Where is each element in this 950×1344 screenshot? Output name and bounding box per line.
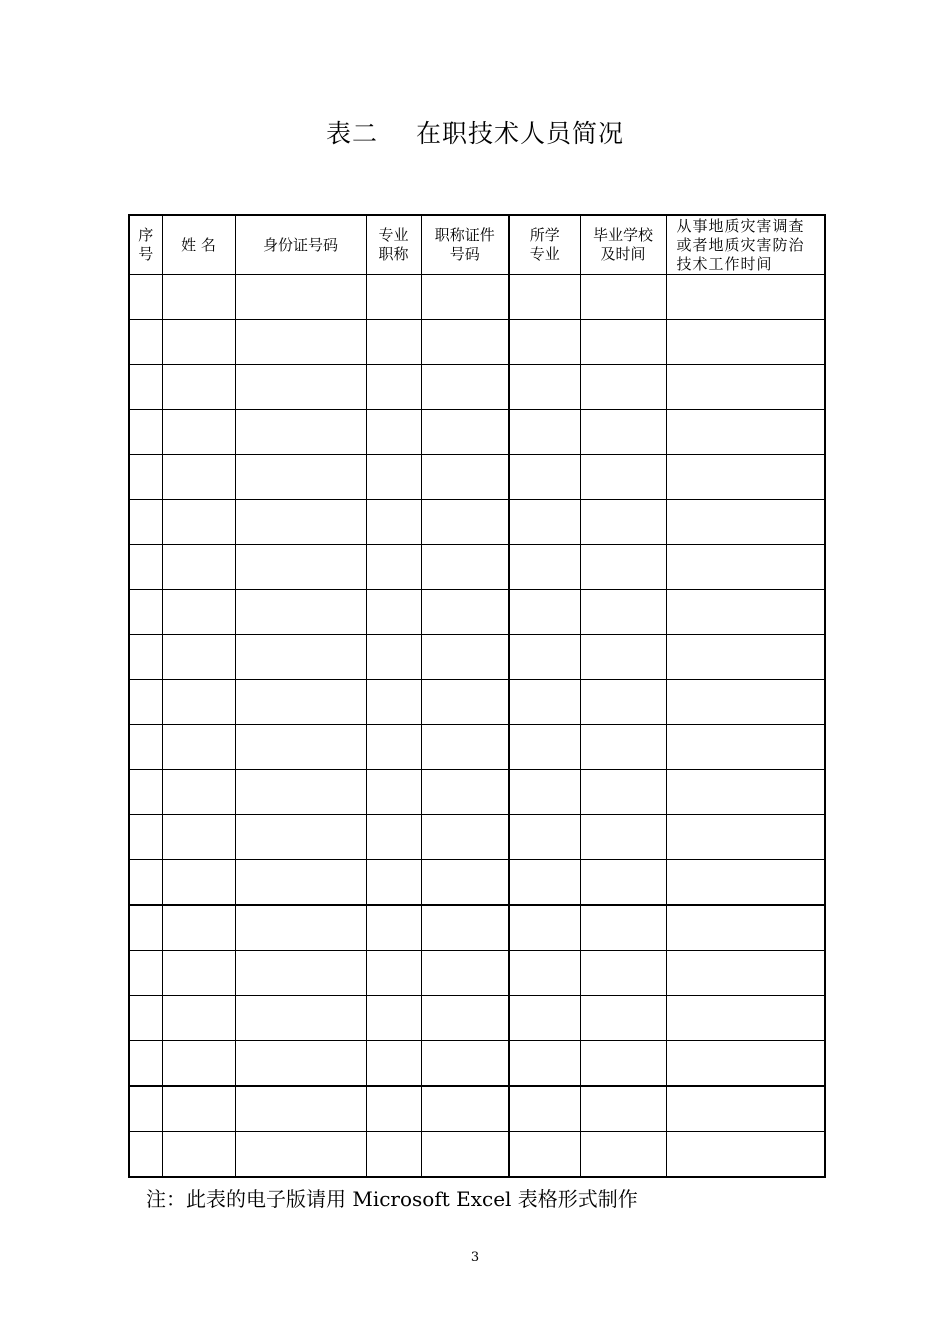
column-header-id (235, 215, 366, 275)
table-cell-title[interactable] (366, 545, 421, 590)
table-row (129, 1086, 825, 1132)
table-cell-name[interactable] (162, 815, 235, 860)
table-cell-title[interactable] (366, 996, 421, 1041)
table-cell-seq[interactable] (129, 410, 162, 455)
page-title (0, 114, 950, 154)
table-cell-name[interactable] (162, 996, 235, 1041)
table-cell-title[interactable] (366, 815, 421, 860)
table-cell-school[interactable] (580, 275, 666, 320)
header-line: 身份证号码 (262, 235, 338, 254)
table-cell-work[interactable] (666, 500, 825, 545)
header-line: 及时间 (600, 245, 646, 263)
table-cell-work[interactable] (666, 545, 825, 590)
table-cell-major[interactable] (509, 1041, 580, 1087)
table-cell-work[interactable] (666, 455, 825, 500)
column-header-seq (129, 215, 162, 275)
table-cell-major[interactable] (509, 365, 580, 410)
table-cell-major[interactable] (509, 320, 580, 365)
table-cell-cert[interactable] (421, 680, 509, 725)
table-cell-title[interactable] (366, 680, 421, 725)
table-cell-cert[interactable] (421, 275, 509, 320)
table-cell-work[interactable] (666, 725, 825, 770)
table-cell-title[interactable] (366, 1086, 421, 1132)
table-cell-seq[interactable] (129, 815, 162, 860)
table-cell-seq[interactable] (129, 545, 162, 590)
table-cell-name[interactable] (162, 1086, 235, 1132)
table-title: 在职技术人员简况 (416, 119, 625, 148)
table-row (129, 410, 825, 455)
table-row (129, 635, 825, 680)
table-cell-id[interactable] (235, 410, 366, 455)
table-cell-cert[interactable] (421, 410, 509, 455)
table-cell-cert[interactable] (421, 590, 509, 635)
table-cell-seq[interactable] (129, 725, 162, 770)
page-number: 3 (470, 1250, 480, 1265)
table-cell-name[interactable] (162, 500, 235, 545)
table-cell-school[interactable] (580, 1086, 666, 1132)
table-cell-name[interactable] (162, 860, 235, 906)
table-cell-major[interactable] (509, 635, 580, 680)
table-cell-title[interactable] (366, 725, 421, 770)
table-cell-work[interactable] (666, 815, 825, 860)
table-row (129, 996, 825, 1041)
header-line: 所学 (529, 226, 560, 244)
table-cell-title[interactable] (366, 1041, 421, 1087)
table-cell-work[interactable] (666, 770, 825, 815)
header-row (129, 215, 825, 275)
table-cell-id[interactable] (235, 860, 366, 906)
table-cell-cert[interactable] (421, 500, 509, 545)
table-cell-major[interactable] (509, 545, 580, 590)
table-cell-school[interactable] (580, 1041, 666, 1087)
table-body (129, 275, 825, 1178)
table-cell-id[interactable] (235, 590, 366, 635)
table-cell-major[interactable] (509, 455, 580, 500)
table-cell-school[interactable] (580, 725, 666, 770)
header-line: 或者地质灾害防治 (676, 235, 805, 254)
table-cell-school[interactable] (580, 455, 666, 500)
table-cell-cert[interactable] (421, 1086, 509, 1132)
table-cell-cert[interactable] (421, 951, 509, 996)
table-cell-title[interactable] (366, 770, 421, 815)
table-cell-work[interactable] (666, 905, 825, 951)
header-line: 从事地质灾害调查 (676, 216, 805, 235)
table-cell-cert[interactable] (421, 365, 509, 410)
table-cell-id[interactable] (235, 455, 366, 500)
table-cell-name[interactable] (162, 320, 235, 365)
column-header-school (580, 215, 666, 275)
table-cell-id[interactable] (235, 680, 366, 725)
table-cell-title[interactable] (366, 275, 421, 320)
table-cell-name[interactable] (162, 770, 235, 815)
table-cell-name[interactable] (162, 1041, 235, 1087)
table-cell-cert[interactable] (421, 635, 509, 680)
table-cell-work[interactable] (666, 996, 825, 1041)
table-cell-school[interactable] (580, 320, 666, 365)
table-cell-major[interactable] (509, 860, 580, 906)
header-line: 号码 (449, 245, 480, 263)
table-row (129, 860, 825, 906)
table-cell-title[interactable] (366, 905, 421, 951)
table-cell-title[interactable] (366, 410, 421, 455)
table-cell-name[interactable] (162, 545, 235, 590)
column-header-work (666, 215, 825, 275)
table-cell-id[interactable] (235, 545, 366, 590)
table-cell-school[interactable] (580, 905, 666, 951)
table-cell-name[interactable] (162, 410, 235, 455)
table-row (129, 725, 825, 770)
table-cell-title[interactable] (366, 590, 421, 635)
table-cell-name[interactable] (162, 725, 235, 770)
table-cell-id[interactable] (235, 275, 366, 320)
table-cell-name[interactable] (162, 275, 235, 320)
header-line: 专业 (378, 226, 409, 244)
table-cell-title[interactable] (366, 635, 421, 680)
table-cell-major[interactable] (509, 410, 580, 455)
table-cell-work[interactable] (666, 590, 825, 635)
table-cell-school[interactable] (580, 545, 666, 590)
table-cell-seq[interactable] (129, 860, 162, 906)
footnote: 注：此表的电子版请用 Microsoft Excel 表格形式制作 (146, 1187, 638, 1211)
table-cell-id[interactable] (235, 951, 366, 996)
table-row (129, 365, 825, 410)
table-cell-seq[interactable] (129, 1086, 162, 1132)
table-cell-name[interactable] (162, 680, 235, 725)
table-cell-cert[interactable] (421, 545, 509, 590)
header-line: 专业 (529, 245, 560, 263)
table-cell-major[interactable] (509, 275, 580, 320)
table-cell-id[interactable] (235, 635, 366, 680)
table-row (129, 590, 825, 635)
table-row (129, 545, 825, 590)
table-cell-id[interactable] (235, 770, 366, 815)
table-cell-id[interactable] (235, 996, 366, 1041)
table-cell-title[interactable] (366, 860, 421, 906)
header-line: 毕业学校 (592, 226, 653, 244)
table-cell-cert[interactable] (421, 860, 509, 906)
table-cell-major[interactable] (509, 680, 580, 725)
table-cell-id[interactable] (235, 905, 366, 951)
table-cell-major[interactable] (509, 725, 580, 770)
table-cell-seq[interactable] (129, 320, 162, 365)
table-cell-seq[interactable] (129, 680, 162, 725)
table-row (129, 951, 825, 996)
table-number: 表二 (325, 119, 378, 148)
table-cell-seq[interactable] (129, 905, 162, 951)
table-cell-major[interactable] (509, 815, 580, 860)
table-cell-name[interactable] (162, 590, 235, 635)
table-cell-major[interactable] (509, 770, 580, 815)
table-cell-school[interactable] (580, 815, 666, 860)
table-cell-seq[interactable] (129, 275, 162, 320)
table-cell-work[interactable] (666, 410, 825, 455)
table-cell-work[interactable] (666, 635, 825, 680)
table-cell-id[interactable] (235, 320, 366, 365)
table-cell-seq[interactable] (129, 996, 162, 1041)
table-cell-cert[interactable] (421, 1041, 509, 1087)
table-cell-title[interactable] (366, 320, 421, 365)
table-cell-cert[interactable] (421, 455, 509, 500)
table-row (129, 275, 825, 320)
table-cell-school[interactable] (580, 680, 666, 725)
header-line: 序 (138, 226, 154, 244)
table-cell-name[interactable] (162, 951, 235, 996)
table-cell-school[interactable] (580, 996, 666, 1041)
table-cell-seq[interactable] (129, 635, 162, 680)
table-cell-seq[interactable] (129, 1041, 162, 1087)
table-cell-id[interactable] (235, 1041, 366, 1087)
table-cell-school[interactable] (580, 770, 666, 815)
table-cell-work[interactable] (666, 680, 825, 725)
table-cell-work[interactable] (666, 951, 825, 996)
table-cell-id[interactable] (235, 725, 366, 770)
table-row (129, 770, 825, 815)
table-row (129, 1041, 825, 1087)
table-cell-school[interactable] (580, 860, 666, 906)
table-cell-cert[interactable] (421, 815, 509, 860)
table-cell-name[interactable] (162, 1132, 235, 1178)
table-cell-title[interactable] (366, 500, 421, 545)
table-cell-major[interactable] (509, 951, 580, 996)
table-row (129, 500, 825, 545)
table-cell-seq[interactable] (129, 500, 162, 545)
header-line: 号 (138, 245, 154, 263)
table-cell-school[interactable] (580, 410, 666, 455)
column-header-cert (421, 215, 509, 275)
table-cell-name[interactable] (162, 635, 235, 680)
table-cell-school[interactable] (580, 500, 666, 545)
header-line: 技术工作时间 (676, 254, 773, 273)
table-cell-work[interactable] (666, 1086, 825, 1132)
table-row (129, 1132, 825, 1178)
header-line: 职称 (378, 245, 409, 263)
header-line: 姓 名 (181, 235, 216, 254)
table-cell-work[interactable] (666, 1132, 825, 1178)
table-cell-cert[interactable] (421, 725, 509, 770)
table-cell-school[interactable] (580, 1132, 666, 1178)
column-header-title (366, 215, 421, 275)
table-cell-title[interactable] (366, 455, 421, 500)
table-cell-name[interactable] (162, 365, 235, 410)
table-cell-seq[interactable] (129, 365, 162, 410)
table-cell-major[interactable] (509, 905, 580, 951)
table-cell-work[interactable] (666, 860, 825, 906)
table-cell-school[interactable] (580, 365, 666, 410)
table-row (129, 905, 825, 951)
table-cell-title[interactable] (366, 1132, 421, 1178)
table-cell-seq[interactable] (129, 590, 162, 635)
table-cell-name[interactable] (162, 455, 235, 500)
table-cell-name[interactable] (162, 905, 235, 951)
table-row (129, 815, 825, 860)
table-cell-work[interactable] (666, 320, 825, 365)
table-cell-cert[interactable] (421, 905, 509, 951)
table-cell-seq[interactable] (129, 951, 162, 996)
table-cell-work[interactable] (666, 1041, 825, 1087)
table-cell-cert[interactable] (421, 1132, 509, 1178)
table-cell-major[interactable] (509, 590, 580, 635)
table-cell-work[interactable] (666, 365, 825, 410)
table-cell-cert[interactable] (421, 320, 509, 365)
table-row (129, 320, 825, 365)
table-cell-title[interactable] (366, 365, 421, 410)
staff-table (128, 214, 826, 1178)
table-cell-school[interactable] (580, 635, 666, 680)
table-row (129, 680, 825, 725)
table-cell-cert[interactable] (421, 770, 509, 815)
table-cell-id[interactable] (235, 1086, 366, 1132)
table-cell-school[interactable] (580, 590, 666, 635)
table-cell-id[interactable] (235, 500, 366, 545)
column-header-name (162, 215, 235, 275)
table-cell-id[interactable] (235, 365, 366, 410)
table-cell-major[interactable] (509, 1086, 580, 1132)
table-cell-seq[interactable] (129, 455, 162, 500)
column-header-major (509, 215, 580, 275)
header-line: 职称证件 (434, 226, 495, 244)
table-row (129, 455, 825, 500)
table-cell-major[interactable] (509, 500, 580, 545)
table-cell-major[interactable] (509, 996, 580, 1041)
table-cell-title[interactable] (366, 951, 421, 996)
table-cell-id[interactable] (235, 815, 366, 860)
table-cell-id[interactable] (235, 1132, 366, 1178)
table-cell-major[interactable] (509, 1132, 580, 1178)
table-cell-school[interactable] (580, 951, 666, 996)
table-cell-seq[interactable] (129, 770, 162, 815)
table-cell-seq[interactable] (129, 1132, 162, 1178)
table-cell-work[interactable] (666, 275, 825, 320)
table-cell-cert[interactable] (421, 996, 509, 1041)
